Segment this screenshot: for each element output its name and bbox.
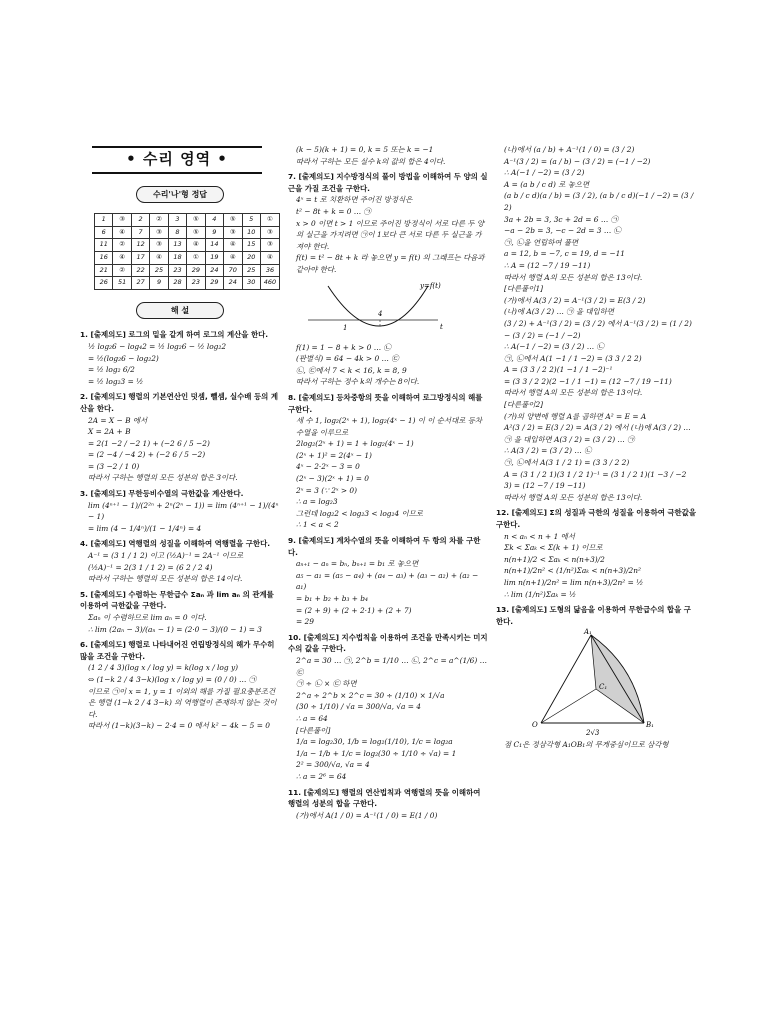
problem-block — [80, 488, 280, 534]
column-3 — [496, 140, 696, 751]
answer-value: 51 — [113, 277, 131, 290]
answer-value: ③ — [260, 226, 279, 239]
problem-block — [288, 632, 488, 783]
solution-line: (2ˣ + 1)² = 2(4ˣ − 1) — [296, 450, 372, 460]
solution-line: aₙ₊₁ − aₙ = bₙ, bₙ₊₁ = b₁ 로 놓으면 — [296, 559, 419, 569]
answer-value: ④ — [113, 251, 131, 264]
solution-line: ㉠, ㉡을 연립하여 풀면 — [504, 237, 579, 247]
problem-heading: 10. [출제의도] 지수법칙을 이용하여 조건을 만족시키는 미지수의 값을 구한다. — [288, 632, 488, 654]
problem-heading: 9. [출제의도] 계차수열의 뜻을 이해하여 두 항의 차를 구한다. — [288, 536, 481, 557]
problem-block — [80, 538, 280, 584]
answer-value: ④ — [187, 239, 205, 252]
solution-line: n(n+1)/2n² < (1/n²)Σaₖ < n(n+3)/2n² — [504, 566, 641, 576]
solution-line: ⇔ (1−k 2 / 4 3−k)(log x / log y) = (0 / 0) … ㉠ — [88, 674, 257, 684]
answer-value: ① — [187, 251, 205, 264]
problem-heading: 12. [출제의도] Σ의 성질과 극한의 성질을 이용하여 극한값을 구한다. — [496, 508, 696, 529]
answer-value: ③ — [113, 214, 131, 227]
column-3-body — [496, 140, 696, 751]
answer-value: ④ — [150, 251, 168, 264]
solution-line: A⁻¹ = (3 1 / 1 2) 이고 (½A)⁻¹ = 2A⁻¹ 이므로 — [88, 551, 244, 561]
solution-line: X = 2A + B — [88, 427, 131, 437]
answer-row — [95, 277, 280, 290]
answer-number: 30 — [242, 277, 260, 290]
solution-line: (나)에 A(3 / 2) … ㉠ 을 대입하면 — [504, 307, 614, 317]
answer-number: 15 — [242, 239, 260, 252]
solution-line: 따라서 (1−k)(3−k) − 2·4 = 0 에서 k² − 4k − 5 = 0 — [88, 721, 270, 731]
problem-block — [288, 144, 488, 167]
answer-number: 1 — [95, 214, 113, 227]
answer-value: ④ — [113, 226, 131, 239]
problem-block — [496, 507, 696, 600]
solution-line: = (2 + 9) + (2 + 2·1) + (2 + 7) — [296, 605, 412, 615]
answer-number: 8 — [168, 226, 186, 239]
solution-line: [다른풀이] — [296, 725, 331, 735]
answer-value: ② — [113, 264, 131, 277]
solution-line: f(t) = t² − 8t + k 라 놓으면 y = f(t) 의 그래프는 다음과 같아야 한다. — [296, 253, 485, 274]
answer-value: ⑤ — [187, 226, 205, 239]
answer-value: 9 — [150, 277, 168, 290]
solution-line: 2² = 300/√a, √a = 4 — [296, 760, 370, 770]
answer-number: 14 — [205, 239, 223, 252]
solution-line: (가)에서 A(1 / 0) = A⁻¹(1 / 0) = E(1 / 0) — [296, 810, 438, 820]
solution-line: A⁻¹(3 / 2) = (a / b) − (3 / 2) = (−1 / −2) — [504, 156, 651, 166]
problem-heading: 8. [출제의도] 등차중항의 뜻을 이해하여 로그방정식의 해를 구한다. — [288, 392, 483, 414]
answer-value: 23 — [187, 277, 205, 290]
solution-line: 3a + 2b = 3, 3c + 2d = 6 … ㉠ — [504, 214, 618, 224]
answer-value: ② — [150, 214, 168, 227]
answer-number: 7 — [131, 226, 149, 239]
solution-line: lim n(n+1)/2n² = lim n(n+3)/2n² = ½ — [504, 577, 644, 587]
solution-line: 따라서 구하는 행렬의 모든 성분의 합은 3이다. — [88, 473, 238, 483]
problem-block — [496, 144, 696, 503]
solution-line: (3 / 2) + A⁻¹(3 / 2) = (3 / 2) 에서 A⁻¹(3 / 2) = (1 / 2) − (3 / 2) = (−1 / −2) — [504, 318, 692, 340]
problem-heading: 4. [출제의도] 역행렬의 성질을 이해하여 역행렬을 구한다. — [80, 539, 271, 549]
solution-line: 2log₂(2ˣ + 1) = 1 + log₂(4ˣ − 1) — [296, 439, 414, 449]
solution-line: 따라서 행렬 A의 모든 성분의 합은 13이다. — [504, 388, 643, 398]
problem-block — [80, 391, 280, 484]
solution-line: ∴ lim (1/n²)Σaₖ = ½ — [504, 589, 577, 599]
answer-number: 18 — [168, 251, 186, 264]
solution-line: = ½ log₂ 6/2 — [88, 365, 135, 375]
problem-block — [288, 280, 488, 388]
answer-value: 36 — [260, 264, 279, 277]
answer-value: 460 — [260, 277, 279, 290]
problem-block — [288, 392, 488, 531]
answer-number: 16 — [95, 251, 113, 264]
solution-line: ∴ lim (2aₙ − 3)/(aₙ − 1) = (2·0 − 3)/(0 − 1) = 3 — [88, 624, 263, 634]
answer-value: ② — [113, 239, 131, 252]
answer-table — [94, 213, 280, 290]
column-1 — [80, 140, 280, 732]
triangle-figure — [496, 627, 676, 739]
section-title: • 수리 영역 • — [92, 146, 262, 174]
solution-line: ㉠ ÷ ㉡ × ㉢ 하면 — [296, 679, 357, 689]
solution-line: lim (4ⁿ⁺¹ − 1)/(2²ⁿ + 2ⁿ(2ⁿ − 1)) = lim (4ⁿ⁺¹ − 1)/(4ⁿ − 1) — [88, 500, 279, 522]
solution-line: ∴ A(−1 / −2) = (3 / 2) — [504, 168, 585, 178]
solution-line: A = (3 3 / 2 2)(1 −1 / 1 −2)⁻¹ — [504, 365, 613, 375]
solution-title: 해 설 — [136, 302, 224, 320]
answer-row — [95, 239, 280, 252]
answer-number: 26 — [95, 277, 113, 290]
answer-number: 24 — [205, 264, 223, 277]
answer-value: 29 — [187, 264, 205, 277]
solution-line: 2^a ÷ 2^b × 2^c = 30 ÷ (1/10) × 1/√a — [296, 690, 445, 700]
column-2 — [288, 140, 488, 821]
solution-line: 따라서 행렬 A의 모든 성분의 합은 13이다. — [504, 272, 643, 282]
column-1-body — [80, 325, 280, 732]
solution-line: ∴ a = 2⁶ = 64 — [296, 771, 347, 781]
a1-label: A₁ — [584, 628, 592, 637]
solution-line: 4ˣ − 2·2ˣ − 3 = 0 — [296, 462, 360, 472]
answer-value: ④ — [224, 239, 242, 252]
solution-line: 점 C₁은 정삼각형 A₁OB₁의 무게중심이므로 삼각형 — [504, 740, 669, 750]
solution-line: = ½(log₂6 − log₂2) — [88, 353, 159, 363]
solution-line: ∴ a = 64 — [296, 713, 328, 723]
solution-line: 1/a − 1/b + 1/c = log₂(30 ÷ 1/10 ÷ √a) = 1 — [296, 748, 457, 758]
solution-line: A = (3 1 / 2 1)(3 1 / 2 1)⁻¹ = (3 1 / 2 1)(1 −3 / −2 3) = (12 −7 / 19 −11) — [504, 469, 687, 491]
solution-line: −a − 2b = 3, −c − 2d = 3 … ㉡ — [504, 226, 621, 236]
solution-line: ∴ A(3 / 2) = (3 / 2) … ㉡ — [504, 446, 592, 456]
solution-line: A²(3 / 2) = E(3 / 2) = A(3 / 2) 에서 (나)에 A(3 / 2) … ㉠ 을 대입하면 A(3 / 2) = (3 / 2) … ㉠ — [504, 423, 691, 444]
o-label: O — [532, 721, 538, 730]
solution-line: t² − 8t + k = 0 … ㉠ — [296, 206, 371, 216]
solution-line: 2^a = 30 … ㉠, 2^b = 1/10 … ㉡, 2^c = a^(1/6) … ㉢ — [296, 655, 487, 677]
solution-line: ∴ a = log₂3 — [296, 497, 338, 507]
answer-value: ① — [260, 214, 279, 227]
answer-value: ④ — [260, 251, 279, 264]
problem-heading: 7. [출제의도] 지수방정식의 풀이 방법을 이해하여 두 양의 실근을 가질 조건을 구한다. — [288, 172, 488, 193]
answer-row — [95, 214, 280, 227]
solution-line: (2ˣ − 3)(2ˣ + 1) = 0 — [296, 474, 369, 484]
answer-number: 2 — [131, 214, 149, 227]
answer-value: 70 — [224, 264, 242, 277]
solution-line: [다른풀이1] — [504, 284, 544, 294]
solution-line: (가)의 양변에 행렬 A를 곱하면 A² = E = A — [504, 411, 647, 421]
solution-line: 따라서 구하는 정수 k의 개수는 8이다. — [296, 377, 420, 387]
answer-value: ⑤ — [224, 214, 242, 227]
answer-number: 23 — [168, 264, 186, 277]
parabola-graph — [288, 280, 468, 342]
solution-line: (k − 5)(k + 1) = 0, k = 5 또는 k = −1 — [296, 145, 434, 154]
solution-line: 4ˣ = t 로 치환하면 주어진 방정식은 — [296, 195, 413, 205]
answer-value: 25 — [150, 264, 168, 277]
t-label: t — [440, 322, 443, 331]
problem-heading: 5. [출제의도] 수렴하는 무한급수 Σaₙ 과 lim aₙ 의 관계를 이용하여 극한값을 구한다. — [80, 589, 274, 611]
solution-line: (가)에서 A(3 / 2) = A⁻¹(3 / 2) = E(3 / 2) — [504, 295, 646, 305]
curve-label: y=f(t) — [420, 281, 441, 290]
answer-number: 25 — [242, 264, 260, 277]
problem-block — [80, 589, 280, 635]
solution-line: ㉡, ㉢에서 7 < k < 16, k = 8, 9 — [296, 365, 407, 375]
solution-line: 따라서 행렬 A의 모든 성분의 합은 13이다. — [504, 492, 643, 502]
answer-number: 12 — [131, 239, 149, 252]
answer-number: 20 — [242, 251, 260, 264]
solution-line: ∴ A(−1 / −2) = (3 / 2) … ㉡ — [504, 342, 604, 352]
answer-row — [95, 264, 280, 277]
solution-line: (1 2 / 4 3)(log x / log y) = k(log x / log y) — [88, 663, 239, 673]
problem-heading: 3. [출제의도] 무한등비수열의 극한값을 계산한다. — [80, 489, 244, 499]
solution-line: (a b / c d)(a / b) = (3 / 2), (a b / c d)(−1 / −2) = (3 / 2) — [504, 191, 694, 212]
solution-line: a = 12, b = −7, c = 19, d = −11 — [504, 249, 625, 259]
solution-line: = (3 3 / 2 2)(2 −1 / 1 −1) = (12 −7 / 19 −11) — [504, 376, 672, 386]
answer-number: 11 — [95, 239, 113, 252]
solution-line: Σk < Σaₖ < Σ(k + 1) 이므로 — [504, 543, 603, 553]
c1-label: C₁ — [599, 683, 608, 692]
answer-number: 10 — [242, 226, 260, 239]
answer-number: 19 — [205, 251, 223, 264]
answer-number: 3 — [168, 214, 186, 227]
solution-line: 세 수 1, log₂(2ˣ + 1), log₂(4ˣ − 1) 이 이 순서대로 등차수열을 이루므로 — [296, 416, 482, 437]
solution-line: (30 ÷ 1/10) / √a = 300/√a, √a = 4 — [296, 702, 421, 712]
solution-line: = b₁ + b₂ + b₃ + b₄ — [296, 594, 368, 603]
answer-title: 수리'나'형 정답 — [136, 186, 224, 204]
answer-row — [95, 251, 280, 264]
solution-line: 이므로 ㉠이 x = 1, y = 1 이외의 해를 가질 필요충분조건은 행렬 (1−k 2 / 4 3−k) 의 역행렬이 존재하지 않는 것이다. — [88, 686, 277, 719]
answer-value: ⑤ — [187, 214, 205, 227]
solution-line: ㉠, ㉡에서 A(1 −1 / 1 −2) = (3 3 / 2 2) — [504, 353, 642, 363]
solution-line: ∴ 1 < a < 2 — [296, 520, 339, 530]
solution-line: A = (a b / c d) 로 놓으면 — [504, 179, 590, 189]
solution-line: ∴ A = (12 −7 / 19 −11) — [504, 260, 591, 270]
answer-number: 5 — [242, 214, 260, 227]
solution-line: Σaₙ 이 수렴하므로 lim aₙ = 0 이다. — [88, 613, 207, 622]
solution-line: = 2(1 −2 / −2 1) + (−2 6 / 5 −2) — [88, 438, 210, 448]
problem-heading: 13. [출제의도] 도형의 닮음을 이용하여 무한급수의 합을 구한다. — [496, 605, 691, 626]
answer-row — [95, 226, 280, 239]
answer-number: 9 — [205, 226, 223, 239]
solution-line: 따라서 구하는 행렬의 모든 성분의 합은 14이다. — [88, 574, 243, 584]
solution-line: = lim (4 − 1/4ⁿ)/(1 − 1/4ⁿ) = 4 — [88, 523, 202, 533]
problem-heading: 6. [출제의도] 행렬로 나타내어진 연립방정식의 해가 무수히 많을 조건을 구한다. — [80, 640, 275, 661]
solution-line: 1/a = log₂30, 1/b = log₂(1/10), 1/c = log₂a — [296, 737, 453, 747]
problem-heading: 11. [출제의도] 행렬의 연산법칙과 역행렬의 뜻을 이해하여 행렬의 성분의 합을 구한다. — [288, 787, 481, 809]
solution-line: = (2 −4 / −4 2) + (−2 6 / 5 −2) — [88, 450, 206, 460]
answer-number: 27 — [131, 277, 149, 290]
answer-number: 17 — [131, 251, 149, 264]
problem-block — [288, 171, 488, 275]
answer-value: ③ — [260, 239, 279, 252]
solution-line: (판별식) = 64 − 4k > 0 … ㉢ — [296, 354, 399, 364]
solution-line: a₅ − a₁ = (a₅ − a₄) + (a₄ − a₃) + (a₃ − a₂) + (a₂ − a₁) — [296, 570, 479, 592]
problem-block — [80, 329, 280, 387]
problem-block — [496, 604, 696, 751]
problem-heading: 2. [출제의도] 행렬의 기본연산인 덧셈, 뺄셈, 실수배 등의 계산을 한다. — [80, 392, 278, 413]
solution-line: 2ˣ = 3 (∵ 2ˣ > 0) — [296, 485, 358, 495]
solution-line: 그런데 log₂2 < log₂3 < log₂4 이므로 — [296, 508, 423, 518]
column-2-body — [288, 140, 488, 821]
solution-line: (나)에서 (a / b) + A⁻¹(1 / 0) = (3 / 2) — [504, 145, 635, 154]
problem-heading: 1. [출제의도] 로그의 밑을 같게 하여 로그의 계산을 한다. — [80, 330, 269, 340]
base-label: 2√3 — [586, 729, 600, 738]
solution-line: = ½ log₂3 = ½ — [88, 376, 144, 386]
answer-value: 24 — [224, 277, 242, 290]
solution-line: 2A = X − B 에서 — [88, 415, 148, 425]
solution-line: f(1) = 1 − 8 + k > 0 … ㉡ — [296, 342, 391, 352]
solution-line: x > 0 이면 t > 1 이므로 주어진 방정식이 서로 다른 두 양의 실근을 가지려면 ㉠이 1보다 큰 서로 다른 두 실근을 가져야 한다. — [296, 218, 484, 251]
answer-number: 6 — [95, 226, 113, 239]
answer-number: 21 — [95, 264, 113, 277]
problem-block — [288, 787, 488, 822]
solution-line: n < aₙ < n + 1 에서 — [504, 531, 575, 541]
solution-line: = 29 — [296, 617, 314, 627]
four-label: 4 — [378, 309, 383, 318]
solution-line: = (3 −2 / 1 0) — [88, 461, 140, 471]
solution-line: ㉠, ㉡에서 A(3 1 / 2 1) = (3 3 / 2 2) — [504, 458, 630, 468]
b1-label: B₁ — [646, 721, 654, 730]
answer-number: 28 — [168, 277, 186, 290]
answer-number: 13 — [168, 239, 186, 252]
answer-number: 4 — [205, 214, 223, 227]
one-label: 1 — [343, 323, 348, 332]
answer-value: ③ — [224, 226, 242, 239]
solution-line: ½ log₂6 − log₄2 = ½ log₂6 − ½ log₂2 — [88, 341, 227, 351]
solution-line: 따라서 구하는 모든 실수 k의 값의 합은 4이다. — [296, 156, 446, 166]
answer-value: ④ — [224, 251, 242, 264]
problem-block — [288, 535, 488, 628]
answer-number: 29 — [205, 277, 223, 290]
solution-line: n(n+1)/2 < Σaₖ < n(n+3)/2 — [504, 554, 605, 564]
answer-number: 22 — [131, 264, 149, 277]
answer-value: ③ — [150, 239, 168, 252]
solution-line: (½A)⁻¹ = 2(3 1 / 1 2) = (6 2 / 2 4) — [88, 562, 213, 572]
problem-block — [80, 639, 280, 732]
answer-value: ③ — [150, 226, 168, 239]
solution-line: [다른풀이2] — [504, 400, 544, 410]
